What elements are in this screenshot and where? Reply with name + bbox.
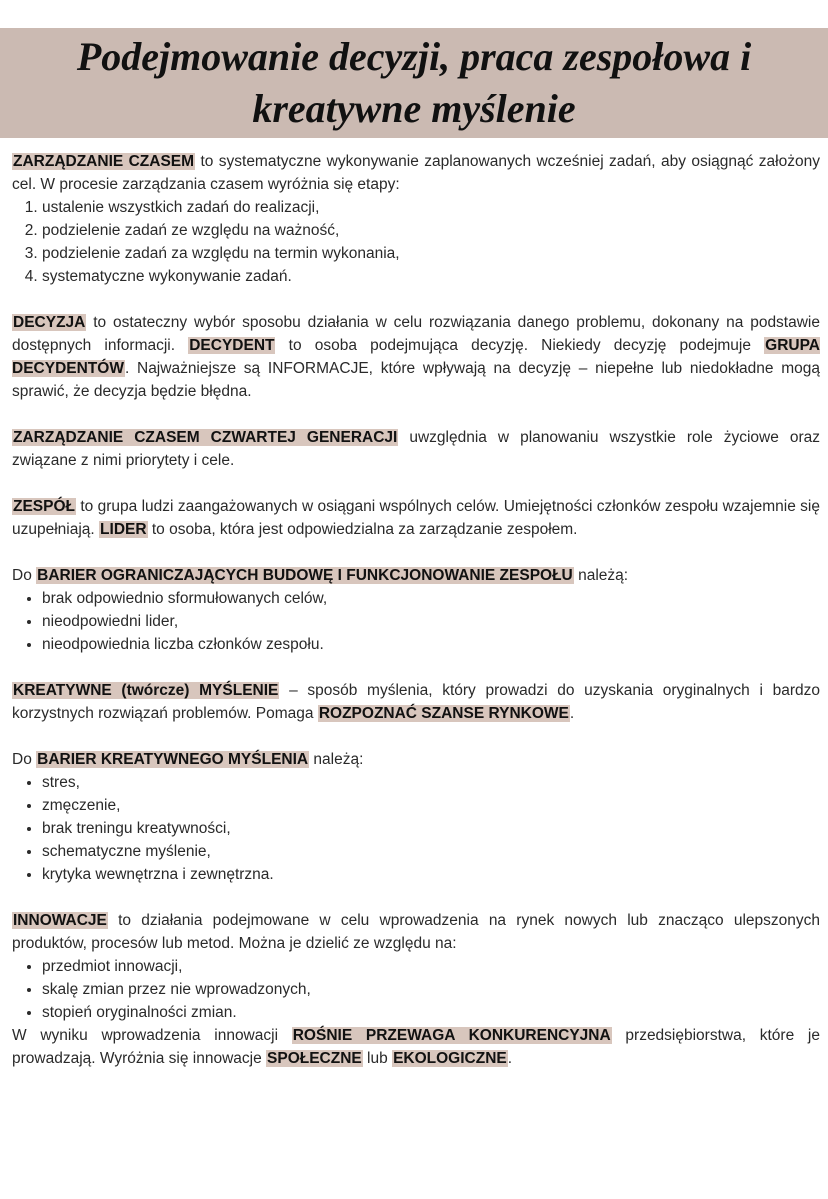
bullet-list xyxy=(12,587,820,656)
section xyxy=(12,311,820,403)
title-line-2: kreatywne myślenie xyxy=(252,86,576,131)
paragraph xyxy=(12,311,820,403)
highlighted-term: SPOŁECZNE xyxy=(267,1050,362,1067)
highlighted-term: LIDER xyxy=(100,521,147,538)
paragraph xyxy=(12,495,820,541)
highlighted-term: ZARZĄDZANIE CZASEM CZWARTEJ GENERACJI xyxy=(13,429,398,446)
numbered-list xyxy=(12,196,820,288)
list-item: 2. podzielenie zadań ze względu na ważność, xyxy=(42,219,820,242)
paragraph xyxy=(12,1024,820,1070)
highlighted-term: DECYDENT xyxy=(189,337,275,354)
section xyxy=(12,564,820,656)
list-item: 4. systematyczne wykonywanie zadań. xyxy=(42,265,820,288)
text-run: . xyxy=(569,705,575,722)
document-body xyxy=(12,150,820,1070)
section xyxy=(12,150,820,288)
text-run: – sposób myślenia, który prowadzi do uzyskania oryginalnych i bardzo korzystnych rozwiązań problemów. Pomaga xyxy=(12,682,820,722)
list-item: • nieodpowiedni lider, xyxy=(42,610,820,633)
list-item: • zmęczenie, xyxy=(42,794,820,817)
highlighted-term: ROŚNIE PRZEWAGA KONKURENCYJNA xyxy=(292,1027,611,1044)
section xyxy=(12,426,820,472)
list-item: • schematyczne myślenie, xyxy=(42,840,820,863)
paragraph xyxy=(12,679,820,725)
highlighted-term: ZESPÓŁ xyxy=(13,498,76,515)
section xyxy=(12,909,820,1070)
text-run: to działania podejmowane w celu wprowadzenia na rynek nowych lub znacząco ulepszonych produktów, procesów lub metod. Można je dzielić ze względu na: xyxy=(12,912,820,952)
highlighted-term: GRUPA DECYDENTÓW xyxy=(12,337,820,377)
text-run: . xyxy=(507,1050,513,1067)
section xyxy=(12,679,820,725)
text-run: przedsiębiorstwa, które je prowadzają. Wyróżnia się innowacje xyxy=(12,1027,820,1067)
text-run: uwzględnia w planowaniu wszystkie role życiowe oraz związane z nimi priorytety i cele. xyxy=(12,429,820,469)
text-run: to ostateczny wybór sposobu działania w celu rozwiązania danego problemu, dokonany na podstawie dostępnych informacji. xyxy=(12,314,820,354)
text-run: należą: xyxy=(573,567,629,584)
title-line-1: Podejmowanie decyzji, praca zespołowa i xyxy=(76,34,752,79)
section xyxy=(12,495,820,541)
list-item: 3. podzielenie zadań za względu na termin wykonania, xyxy=(42,242,820,265)
highlighted-term: ZARZĄDZANIE CZASEM xyxy=(13,153,195,170)
text-run: to osoba, która jest odpowiedzialna za zarządzanie zespołem. xyxy=(147,521,578,538)
bullet-list xyxy=(12,955,820,1024)
paragraph xyxy=(12,909,820,955)
text-run: należą: xyxy=(309,751,364,768)
list-item: • krytyka wewnętrzna i zewnętrzna. xyxy=(42,863,820,886)
list-item: • skalę zmian przez nie wprowadzonych, xyxy=(42,978,820,1001)
highlighted-term: DECYZJA xyxy=(13,314,86,331)
highlighted-term: ROZPOZNAĆ SZANSE RYNKOWE xyxy=(318,705,569,722)
list-item: • brak treningu kreatywności, xyxy=(42,817,820,840)
text-run: Do xyxy=(12,567,37,584)
paragraph xyxy=(12,564,820,587)
text-run: Do xyxy=(12,751,37,768)
text-run: . Najważniejsze są INFORMACJE, które wpływają na decyzję – niepełne lub niedokładne mogą sprawić, że decyzja będzie błędna. xyxy=(12,360,820,400)
highlighted-term: EKOLOGICZNE xyxy=(393,1050,507,1067)
highlighted-term: BARIER KREATYWNEGO MYŚLENIA xyxy=(37,751,309,768)
bullet-list xyxy=(12,771,820,886)
text-run: W wyniku wprowadzenia innowacji xyxy=(12,1027,292,1044)
paragraph xyxy=(12,426,820,472)
section xyxy=(12,748,820,886)
list-item: • stopień oryginalności zmian. xyxy=(42,1001,820,1024)
page-title xyxy=(0,31,828,135)
list-item: • nieodpowiednia liczba członków zespołu. xyxy=(42,633,820,656)
text-run: to grupa ludzi zaangażowanych w osiągani wspólnych celów. Umiejętności członków zespołu wzajemnie się uzupełniają. xyxy=(12,498,820,538)
text-run: to systematyczne wykonywanie zaplanowanych wcześniej zadań, aby osiągnąć założony cel. W procesie zarządzania czasem wyróżnia się etapy: xyxy=(12,153,820,193)
list-item: • stres, xyxy=(42,771,820,794)
list-item: • przedmiot innowacji, xyxy=(42,955,820,978)
text-run: lub xyxy=(362,1050,393,1067)
highlighted-term: BARIER OGRANICZAJĄCYCH BUDOWĘ I FUNKCJONOWANIE ZESPOŁU xyxy=(37,567,573,584)
list-item: • brak odpowiednio sformułowanych celów, xyxy=(42,587,820,610)
title-band xyxy=(0,28,828,138)
highlighted-term: KREATYWNE (twórcze) MYŚLENIE xyxy=(13,682,279,699)
list-item: 1. ustalenie wszystkich zadań do realizacji, xyxy=(42,196,820,219)
text-run: to osoba podejmująca decyzję. Niekiedy decyzję podejmuje xyxy=(275,337,765,354)
paragraph xyxy=(12,748,820,771)
highlighted-term: INNOWACJE xyxy=(13,912,107,929)
paragraph xyxy=(12,150,820,196)
